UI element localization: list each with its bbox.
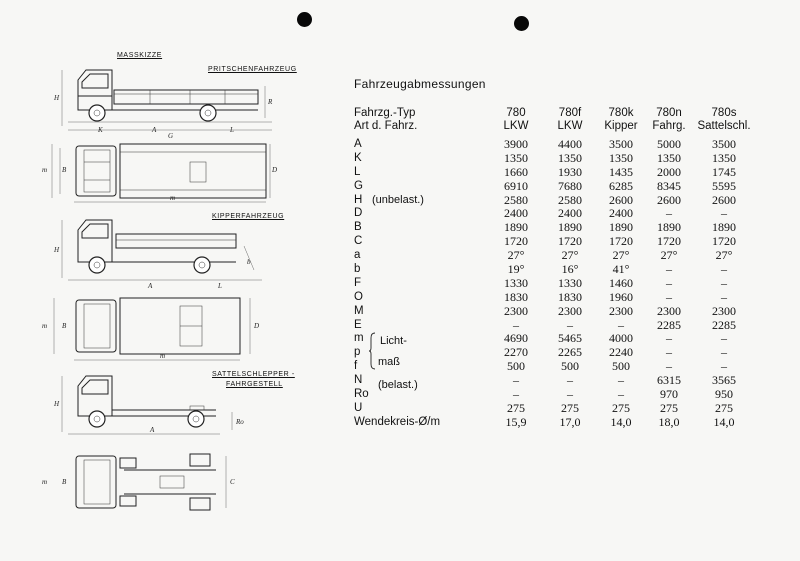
table-title: Fahrzeugabmessungen <box>354 77 486 91</box>
table-cell: 2300 <box>558 303 582 318</box>
brace-light <box>369 332 377 370</box>
table-cell: 275 <box>715 400 733 415</box>
col-kind-780f: LKW <box>557 120 583 132</box>
col-type-780s: 780s <box>711 107 737 119</box>
table-cell: 6315 <box>657 373 681 388</box>
row-key: p <box>354 346 361 359</box>
table-cell: – <box>721 345 727 360</box>
table-cell: 2000 <box>657 164 681 179</box>
col-kind-780n: Fahrg. <box>652 120 686 132</box>
table-cell: 1350 <box>609 150 633 165</box>
table-cell: 1720 <box>657 234 681 249</box>
table-cell: – <box>666 345 672 360</box>
table-cell: 2400 <box>609 206 633 221</box>
table-cell: 2600 <box>712 192 736 207</box>
table-cell: 18,0 <box>658 414 680 429</box>
table-cell: 4000 <box>609 331 633 346</box>
table-cell: 14,0 <box>610 414 632 429</box>
row-key: H <box>354 193 363 206</box>
table-cell: 2240 <box>609 345 633 360</box>
header-row-1 <box>354 107 774 121</box>
table-cell: 14,0 <box>713 414 735 429</box>
row-key: L <box>354 165 361 178</box>
svg-text:K: K <box>98 126 103 134</box>
row-key: U <box>354 401 363 414</box>
col-kind-780: LKW <box>503 120 529 132</box>
table-cell: 27° <box>612 248 630 263</box>
tractor-label-line1: SATTELSCHLEPPER - <box>212 371 295 378</box>
table-cell: 2285 <box>712 317 736 332</box>
table-cell: – <box>666 331 672 346</box>
col-type-780: 780 <box>506 107 526 119</box>
punch-hole-right <box>514 16 529 31</box>
tipper-top-view <box>40 292 280 364</box>
row-key: K <box>354 151 362 164</box>
table-cell: – <box>567 387 573 402</box>
table-cell: 5000 <box>657 137 681 151</box>
svg-text:L: L <box>218 282 222 290</box>
table-cell: 500 <box>507 359 525 374</box>
table-cell: 3565 <box>712 373 736 388</box>
note-loaded: (belast.) <box>378 379 418 391</box>
table-cell: 275 <box>660 400 678 415</box>
note-unloaded: (unbelast.) <box>372 194 424 206</box>
svg-text:L: L <box>230 126 234 134</box>
row-key: O <box>354 290 363 303</box>
col-type-780f: 780f <box>558 107 582 119</box>
table-cell: 1330 <box>558 275 582 290</box>
table-cell: 2600 <box>657 192 681 207</box>
table-cell: – <box>721 275 727 290</box>
table-cell: 2580 <box>504 192 528 207</box>
table-cell: – <box>513 317 519 332</box>
header-row-2 <box>354 120 774 134</box>
svg-text:b: b <box>247 258 251 266</box>
table-cell: 1720 <box>712 234 736 249</box>
table-cell: 1890 <box>712 220 736 235</box>
table-cell: 2300 <box>712 303 736 318</box>
table-cell: – <box>513 387 519 402</box>
table-cell: 2400 <box>504 206 528 221</box>
row-key: D <box>354 207 363 220</box>
table-cell: – <box>666 275 672 290</box>
table-cell: 2580 <box>558 192 582 207</box>
table-cell: 1460 <box>609 275 633 290</box>
col-type-780n: 780n <box>656 107 682 119</box>
tipper-label: KIPPERFAHRZEUG <box>212 213 285 220</box>
table-cell: 1720 <box>558 234 582 249</box>
row-key: G <box>354 179 363 192</box>
table-cell: 1720 <box>504 234 528 249</box>
table-cell: – <box>567 317 573 332</box>
row-key: b <box>354 263 361 276</box>
svg-text:C: C <box>230 478 235 486</box>
col-type-780k: 780k <box>608 107 634 119</box>
flatbed-side-view <box>40 66 280 138</box>
row-key: a <box>354 249 361 262</box>
table-cell: 1720 <box>609 234 633 249</box>
table-cell: – <box>721 262 727 277</box>
svg-text:m: m <box>160 352 166 360</box>
table-cell: – <box>513 373 519 388</box>
table-cell: 3900 <box>504 137 528 151</box>
table-cell: 3500 <box>712 137 736 151</box>
table-cell: – <box>618 373 624 388</box>
header-label-kind: Art d. Fahrz. <box>354 120 418 132</box>
svg-text:H: H <box>54 400 60 408</box>
table-cell: 950 <box>715 387 733 402</box>
table-cell: 41° <box>612 262 630 277</box>
table-cell: – <box>666 262 672 277</box>
table-cell: 8345 <box>657 178 681 193</box>
table-cell: 7680 <box>558 178 582 193</box>
table-cell: 970 <box>660 387 678 402</box>
table-cell: 27° <box>507 248 525 263</box>
tractor-top-view <box>40 448 280 518</box>
table-cell: 4400 <box>558 137 582 151</box>
svg-text:B: B <box>62 478 67 486</box>
note-light-1: Licht- <box>380 335 407 347</box>
row-key: Wendekreis-Ø/m <box>354 415 441 428</box>
table-cell: – <box>666 359 672 374</box>
table-cell: – <box>721 331 727 346</box>
table-cell: 1960 <box>609 289 633 304</box>
table-cell: – <box>721 206 727 221</box>
svg-text:m: m <box>42 166 48 174</box>
table-cell: 27° <box>715 248 733 263</box>
svg-text:B: B <box>62 166 67 174</box>
row-key: F <box>354 276 362 289</box>
svg-text:A: A <box>150 426 155 434</box>
col-kind-780s: Sattelschl. <box>697 120 751 132</box>
row-key: f <box>354 360 358 373</box>
table-cell: 500 <box>612 359 630 374</box>
svg-text:R: R <box>268 98 273 106</box>
table-cell: 1890 <box>609 220 633 235</box>
tractor-side-view <box>40 372 280 444</box>
col-kind-780k: Kipper <box>604 120 638 132</box>
svg-text:m: m <box>42 478 48 486</box>
svg-text:Ro: Ro <box>236 418 244 426</box>
table-cell: 5595 <box>712 178 736 193</box>
table-cell: 275 <box>507 400 525 415</box>
table-cell: 1890 <box>504 220 528 235</box>
table-cell: 3500 <box>609 137 633 151</box>
table-cell: 6285 <box>609 178 633 193</box>
svg-text:D: D <box>254 322 260 330</box>
table-cell: – <box>666 206 672 221</box>
svg-text:D: D <box>272 166 278 174</box>
table-cell: 5465 <box>558 331 582 346</box>
row-key: M <box>354 304 364 317</box>
row-key: C <box>354 235 363 248</box>
svg-text:A: A <box>148 282 153 290</box>
svg-text:m: m <box>170 194 176 202</box>
punch-hole-left <box>297 12 312 27</box>
table-cell: 15,9 <box>505 414 527 429</box>
sketch-title: MASSKIZZE <box>117 52 163 59</box>
table-cell: 4690 <box>504 331 528 346</box>
svg-text:B: B <box>62 322 67 330</box>
table-cell: – <box>618 387 624 402</box>
row-key: E <box>354 318 362 331</box>
table-cell: – <box>721 359 727 374</box>
table-cell: 275 <box>561 400 579 415</box>
flatbed-top-view <box>40 140 280 206</box>
table-cell: 2300 <box>504 303 528 318</box>
table-cell: 2300 <box>609 303 633 318</box>
tractor-label-line2: FAHRGESTELL <box>226 381 283 388</box>
table-cell: 2400 <box>558 206 582 221</box>
table-cell: 275 <box>612 400 630 415</box>
table-cell: – <box>666 289 672 304</box>
table-cell: 1350 <box>712 150 736 165</box>
table-cell: 1830 <box>504 289 528 304</box>
table-cell: 1660 <box>504 164 528 179</box>
table-cell: – <box>618 317 624 332</box>
table-cell: 27° <box>561 248 579 263</box>
table-cell: 2285 <box>657 317 681 332</box>
row-key: Ro <box>354 388 369 401</box>
table-cell: 1330 <box>504 275 528 290</box>
table-cell: 500 <box>561 359 579 374</box>
table-cell: 2270 <box>504 345 528 360</box>
svg-text:m: m <box>42 322 48 330</box>
note-light-2: maß <box>378 356 400 368</box>
table-cell: 1930 <box>558 164 582 179</box>
table-cell: – <box>721 289 727 304</box>
row-key: m <box>354 332 364 345</box>
table-cell: 1350 <box>558 150 582 165</box>
row-key: A <box>354 138 362 150</box>
table-cell: 1830 <box>558 289 582 304</box>
header-label-type: Fahrzg.-Typ <box>354 107 416 119</box>
table-cell: – <box>567 373 573 388</box>
table-cell: 2600 <box>609 192 633 207</box>
table-cell: 16° <box>561 262 579 277</box>
table-cell: 2265 <box>558 345 582 360</box>
row-key: B <box>354 221 362 234</box>
table-cell: 1890 <box>657 220 681 235</box>
table-cell: 1435 <box>609 164 633 179</box>
table-cell: 19° <box>507 262 525 277</box>
svg-text:A: A <box>152 126 157 134</box>
svg-text:H: H <box>54 94 60 102</box>
table-cell: 2300 <box>657 303 681 318</box>
tipper-side-view <box>40 216 280 290</box>
svg-text:G: G <box>168 132 174 138</box>
svg-text:H: H <box>54 246 60 254</box>
row-key: N <box>354 374 363 387</box>
flatbed-label: PRITSCHENFAHRZEUG <box>208 66 297 73</box>
table-cell: 1350 <box>504 150 528 165</box>
table-cell: 1745 <box>712 164 736 179</box>
table-cell: 27° <box>660 248 678 263</box>
table-cell: 17,0 <box>559 414 581 429</box>
table-cell: 1890 <box>558 220 582 235</box>
table-cell: 1350 <box>657 150 681 165</box>
table-cell: 6910 <box>504 178 528 193</box>
